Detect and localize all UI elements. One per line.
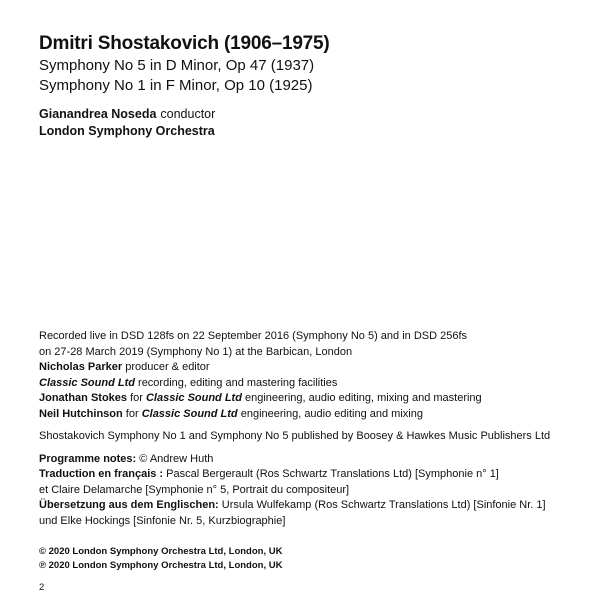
german-translation-continued: und Elke Hockings [Sinfonie Nr. 5, Kurzbiographie] (39, 514, 286, 527)
engineer-credit (39, 407, 584, 423)
producer-credit (39, 360, 584, 376)
german-translation-value: Ursula Wulfekamp (Ros Schwartz Translations Ltd) [Sinfonie Nr. 1] (218, 499, 546, 511)
recording-line: Recorded live in DSD 128fs on 22 September 2016 (Symphony No 5) and in DSD 256fs (39, 330, 468, 342)
programme-notes-credit (39, 452, 584, 468)
composer-title: Dmitri Shostakovich (1906–1975) (39, 33, 330, 54)
facility-name: Classic Sound Ltd (39, 376, 135, 389)
work-title: Symphony No 1 in F Minor, Op 10 (1925) (39, 77, 313, 94)
conductor-line (39, 106, 579, 123)
german-translation-credit (39, 498, 584, 514)
german-translation-label: Übersetzung aus dem Englischen: (39, 499, 219, 511)
copyright-line: © 2020 London Symphony Orchestra Ltd, London, UK (39, 546, 283, 557)
facility-credit (39, 376, 584, 392)
engineer-company: Classic Sound Ltd (141, 407, 238, 420)
programme-notes-value: © Andrew Huth (136, 452, 214, 465)
publishing-credit: Shostakovich Symphony No 1 and Symphony No 5 published by Boosey & Hawkes Music Publishers Ltd (39, 430, 551, 442)
engineer-company: Classic Sound Ltd (145, 392, 242, 404)
french-translation-credit (39, 467, 584, 483)
phonographic-copyright-line: ℗ 2020 London Symphony Orchestra Ltd, London, UK (39, 560, 283, 571)
performers (39, 106, 579, 140)
album-heading (39, 32, 579, 140)
recording-line: on 27-28 March 2019 (Symphony No 1) at the Barbican, London (39, 345, 353, 358)
producer-name: Nicholas Parker (39, 361, 123, 373)
engineer-name: Neil Hutchinson (39, 407, 123, 420)
work-title: Symphony No 5 in D Minor, Op 47 (1937) (39, 57, 315, 74)
conductor-name: Gianandrea Noseda (39, 107, 157, 121)
engineer-name: Jonathan Stokes (39, 392, 128, 404)
french-translation-label: Traduction en français : (39, 468, 164, 480)
copyright-block (39, 545, 282, 573)
facility-role: recording, editing and mastering facilities (134, 376, 338, 389)
producer-role: producer & editor (122, 361, 210, 373)
page-number: 2 (39, 582, 45, 593)
engineer-role: engineering, audio editing and mixing (237, 407, 423, 420)
conductor-role: conductor (160, 107, 216, 121)
engineer-role: engineering, audio editing, mixing and mastering (241, 392, 482, 404)
engineer-for: for (122, 407, 142, 420)
french-translation-continued: et Claire Delamarche [Symphonie n° 5, Portrait du compositeur] (39, 483, 350, 496)
orchestra-line (39, 123, 579, 140)
engineer-for: for (127, 392, 146, 404)
credits-block (39, 329, 584, 529)
orchestra-name: London Symphony Orchestra (39, 124, 215, 138)
french-translation-value: Pascal Bergerault (Ros Schwartz Translations Ltd) [Symphonie n° 1] (163, 468, 499, 480)
programme-notes-label: Programme notes: (39, 452, 137, 465)
engineer-credit (39, 391, 584, 407)
